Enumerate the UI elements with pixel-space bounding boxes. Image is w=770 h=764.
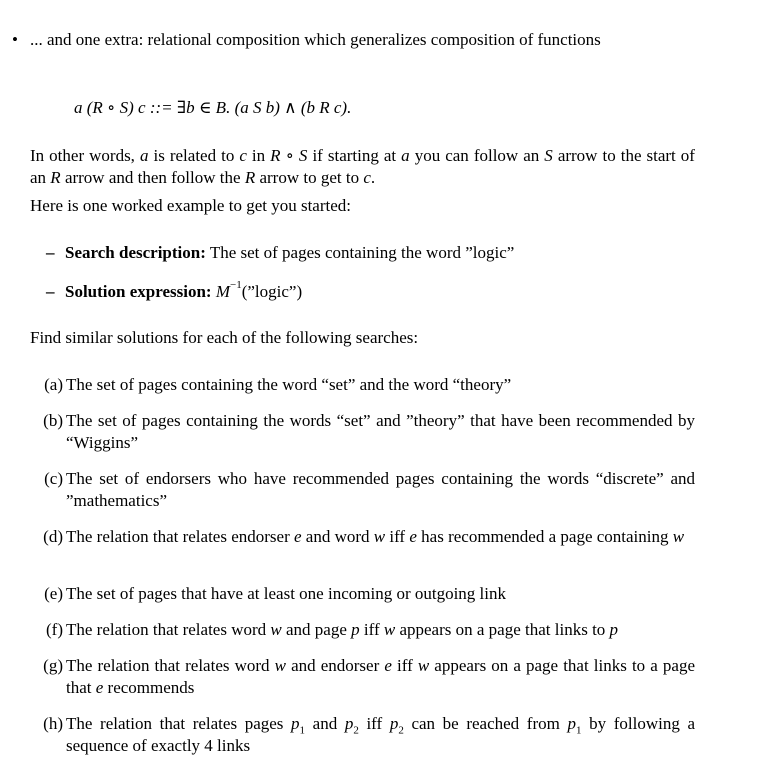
item-text: The set of endorsers who have recommended pages containing the words “discrete” and ”mathematics” xyxy=(66,469,695,510)
list-item xyxy=(30,655,695,699)
math-subscript: 2 xyxy=(398,724,404,737)
dash-marker: – xyxy=(46,243,55,262)
list-item xyxy=(30,619,695,641)
math-var: w xyxy=(383,620,396,639)
text-run: The relation that relates word xyxy=(66,656,275,675)
item-label: (e) xyxy=(44,584,63,603)
explanation-paragraph xyxy=(30,145,695,189)
list-item xyxy=(30,713,695,757)
math-var: a xyxy=(401,146,410,165)
bullet-text: ... and one extra: relational composition which generalizes composition of functions xyxy=(30,30,601,49)
text-run: iff xyxy=(391,656,418,675)
text-run: appears on a page that links to a page that xyxy=(66,656,696,697)
list-item xyxy=(30,583,695,605)
item-label: (d) xyxy=(43,527,63,546)
text-run: The relation that relates pages xyxy=(66,714,292,733)
item-label: (a) xyxy=(44,375,63,394)
text-run: appears on a page that links to xyxy=(395,620,610,639)
text-run: In other words, xyxy=(30,146,140,165)
math-var: p xyxy=(351,620,360,639)
math-var: S xyxy=(544,146,553,165)
math-var: w xyxy=(274,656,286,675)
math-var: w xyxy=(417,656,430,675)
text-run: recommends xyxy=(103,678,195,697)
text-run: arrow to get to xyxy=(255,168,364,187)
list-item xyxy=(30,374,695,396)
solution-superscript: −1 xyxy=(230,279,242,292)
item-text xyxy=(66,526,695,548)
math-subscript: 1 xyxy=(299,724,306,737)
math-var: a xyxy=(139,146,149,165)
item-text: The set of pages that have at least one incoming or outgoing link xyxy=(66,584,506,603)
math-var: e xyxy=(384,656,392,675)
text-run: The relation that relates endorser xyxy=(66,527,294,546)
bullet-symbol: • xyxy=(12,30,18,49)
item-text xyxy=(66,713,695,757)
math-var: R xyxy=(50,168,61,187)
dash-marker: – xyxy=(46,282,55,301)
item-label: (c) xyxy=(44,469,63,488)
math-var: p xyxy=(567,714,576,733)
text-run: and endorser xyxy=(285,656,385,675)
text-run: in xyxy=(246,146,271,165)
math-var: p xyxy=(291,714,300,733)
math-subscript: 1 xyxy=(575,724,582,737)
math-var: w xyxy=(373,527,386,546)
math-expr: R ∘ S xyxy=(270,146,308,165)
list-item xyxy=(30,468,695,512)
text-run: has recommended a page containing xyxy=(416,527,673,546)
solution-expression-label: Solution expression: xyxy=(65,282,212,301)
intro-paragraph: Here is one worked example to get you started: xyxy=(30,196,352,215)
search-description-label: Search description: xyxy=(65,243,206,262)
math-var: p xyxy=(609,620,619,639)
math-var: w xyxy=(672,527,685,546)
text-run: iff xyxy=(359,620,384,639)
math-var: c xyxy=(239,146,247,165)
item-text: The set of pages containing the word “set” and the word “theory” xyxy=(66,375,512,394)
math-var: e xyxy=(293,527,302,546)
text-run: iff xyxy=(358,714,390,733)
text-run: can be reached from xyxy=(403,714,568,733)
text-run: iff xyxy=(385,527,410,546)
composition-definition-equation: a (R ∘ S) c ::= ∃b ∈ B. (a S b) ∧ (b R c). xyxy=(74,98,352,117)
text-run: . xyxy=(370,168,376,187)
text-run: and xyxy=(305,714,345,733)
bullet-item xyxy=(12,29,752,51)
item-label: (g) xyxy=(43,656,63,675)
list-item xyxy=(30,410,695,454)
math-subscript: 2 xyxy=(353,724,359,737)
math-var: p xyxy=(389,714,399,733)
item-text xyxy=(66,655,695,699)
math-var: c xyxy=(363,168,371,187)
item-text xyxy=(66,619,695,641)
math-var: e xyxy=(409,527,417,546)
text-run: if starting at xyxy=(307,146,402,165)
solution-symbol: M xyxy=(215,282,230,301)
item-label: (b) xyxy=(43,411,63,430)
item-label: (h) xyxy=(43,714,63,733)
search-description-text: The set of pages containing the word ”logic” xyxy=(209,243,515,262)
text-run: arrow to the start of an xyxy=(30,146,695,187)
item-label: (f) xyxy=(46,620,63,639)
list-item xyxy=(30,526,695,548)
text-run: The relation that relates word xyxy=(66,620,271,639)
math-var: e xyxy=(95,678,104,697)
solution-argument: (”logic”) xyxy=(241,282,303,301)
text-run: and page xyxy=(281,620,352,639)
math-var: p xyxy=(344,714,354,733)
solution-expression-item xyxy=(46,281,696,303)
search-description-item xyxy=(46,242,696,264)
text-run: and word xyxy=(301,527,374,546)
text-run: arrow and then follow the xyxy=(60,168,245,187)
text-run: by following a sequence of exactly 4 links xyxy=(66,714,695,755)
item-text: The set of pages containing the words “set” and ”theory” that have been recommended by “Wiggins” xyxy=(66,411,695,452)
text-run: you can follow an xyxy=(409,146,545,165)
math-var: R xyxy=(244,168,256,187)
text-run: is related to xyxy=(148,146,240,165)
math-var: w xyxy=(270,620,282,639)
instruction-paragraph: Find similar solutions for each of the following searches: xyxy=(30,328,419,347)
